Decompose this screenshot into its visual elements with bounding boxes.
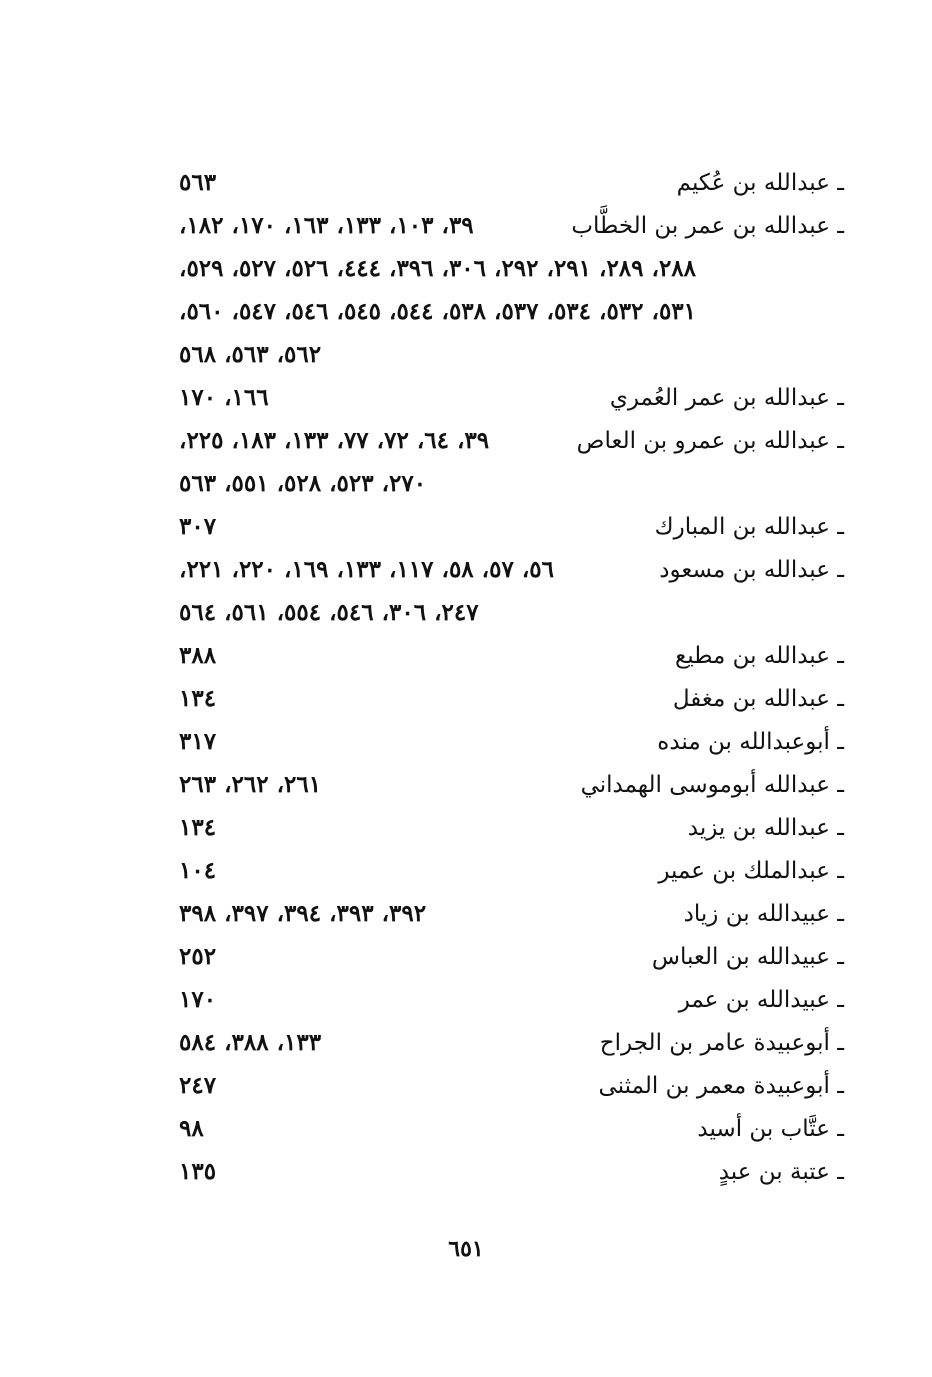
entry-pages: ٣١٧	[179, 728, 217, 755]
entry-name: ـ أبوعبيدة معمر بن المثنى	[598, 1073, 844, 1099]
entry-pages: ٢٦١، ٢٦٢، ٢٦٣	[179, 771, 322, 798]
index-entry-continuation	[179, 337, 844, 373]
index-entry	[179, 896, 844, 932]
entry-pages: ٣٩، ٦٤، ٧٢، ٧٧، ١٣٣، ١٨٣، ٢٢٥،	[179, 427, 490, 454]
entry-pages: ١٠٤	[179, 857, 217, 884]
entry-name: ـ عبدالله بن عمرو بن العاص	[576, 428, 844, 454]
index-entry	[179, 767, 844, 803]
entry-pages: ٢٧٠، ٥٢٣، ٥٢٨، ٥٥١، ٥٦٣	[179, 470, 427, 497]
index-entry	[179, 724, 844, 760]
entry-name: ـ عبدالله بن عمر العُمري	[609, 385, 844, 411]
entry-pages: ٩٨	[179, 1115, 204, 1142]
entry-name: ـ عبدالله بن عُكيم	[676, 170, 844, 196]
entry-name: ـ عبدالله بن عمر بن الخطَّاب	[571, 213, 844, 239]
entry-name: ـ عتَّاب بن أسيد	[697, 1116, 844, 1142]
index-entry	[179, 810, 844, 846]
entry-pages: ١٣٥	[179, 1158, 217, 1185]
entry-name: ـ أبوعبدالله بن منده	[657, 729, 844, 755]
page-number: ٦٥١	[448, 1236, 484, 1262]
entry-name: ـ عبيدالله بن عمر	[678, 987, 844, 1013]
index-entry-continuation	[179, 466, 844, 502]
entry-pages: ١٦٦، ١٧٠	[179, 384, 269, 411]
entry-name: ـ عبيدالله بن زياد	[683, 901, 844, 927]
entry-pages: ١٣٣، ٣٨٨، ٥٨٤	[179, 1029, 322, 1056]
index-entry-continuation	[179, 294, 844, 330]
entry-pages: ٢٤٧	[179, 1072, 217, 1099]
entry-name: ـ عبيدالله بن العباس	[651, 944, 844, 970]
index-entry	[179, 380, 844, 416]
index-entry	[179, 1068, 844, 1104]
entry-name: ـ عبدالله بن مطيع	[674, 643, 844, 669]
entry-pages: ١٣٤	[179, 814, 217, 841]
entry-pages: ٣٠٧	[179, 513, 217, 540]
entry-name: ـ عبدالله بن مسعود	[659, 557, 844, 583]
entry-pages: ٣٩٢، ٣٩٣، ٣٩٤، ٣٩٧، ٣٩٨	[179, 900, 427, 927]
index-entry-continuation	[179, 251, 844, 287]
entry-pages: ٣٩، ١٠٣، ١٣٣، ١٦٣، ١٧٠، ١٨٢،	[179, 212, 474, 239]
index-entry	[179, 509, 844, 545]
entry-pages: ٥٦، ٥٧، ٥٨، ١١٧، ١٣٣، ١٦٩، ٢٢٠، ٢٢١،	[179, 556, 554, 583]
entry-name: ـ عبدالملك بن عمير	[658, 858, 844, 884]
index-entry	[179, 423, 844, 459]
index-entry	[179, 1025, 844, 1061]
index-entry	[179, 1154, 844, 1190]
index-entry	[179, 208, 844, 244]
entry-name: ـ عبدالله بن مغفل	[672, 686, 844, 712]
entry-name: ـ أبوعبيدة عامر بن الجراح	[599, 1030, 844, 1056]
entry-name: ـ عتبة بن عبدٍ	[718, 1159, 844, 1185]
index-entry	[179, 165, 844, 201]
entry-pages: ١٣٤	[179, 685, 217, 712]
index-entry	[179, 939, 844, 975]
index-entry	[179, 982, 844, 1018]
index-entry	[179, 681, 844, 717]
index-entry	[179, 1111, 844, 1147]
entry-pages: ٣٨٨	[179, 642, 217, 669]
entry-pages: ٢٤٧، ٣٠٦، ٥٤٦، ٥٥٤، ٥٦١، ٥٦٤	[179, 599, 479, 626]
entry-name: ـ عبدالله بن المبارك	[654, 514, 844, 540]
index-entry	[179, 552, 844, 588]
index-entry	[179, 638, 844, 674]
entry-pages: ٥٣١، ٥٣٢، ٥٣٤، ٥٣٧، ٥٣٨، ٥٤٤، ٥٤٥، ٥٤٦، ٥٤٧، ٥٦٠،	[179, 298, 696, 325]
entry-name: ـ عبدالله بن يزيد	[687, 815, 844, 841]
entry-pages: ٥٦٣	[179, 169, 217, 196]
index-entry-continuation	[179, 595, 844, 631]
index-entry	[179, 853, 844, 889]
entry-pages: ٢٨٨، ٢٨٩، ٢٩١، ٢٩٢، ٣٠٦، ٣٩٦، ٤٤٤، ٥٢٦، ٥٢٧، ٥٢٩،	[179, 255, 696, 282]
entry-pages: ١٧٠	[179, 986, 217, 1013]
entry-name: ـ عبدالله أبوموسى الهمداني	[580, 772, 844, 798]
entry-pages: ٥٦٢، ٥٦٣، ٥٦٨	[179, 341, 322, 368]
entry-pages: ٢٥٢	[179, 943, 217, 970]
